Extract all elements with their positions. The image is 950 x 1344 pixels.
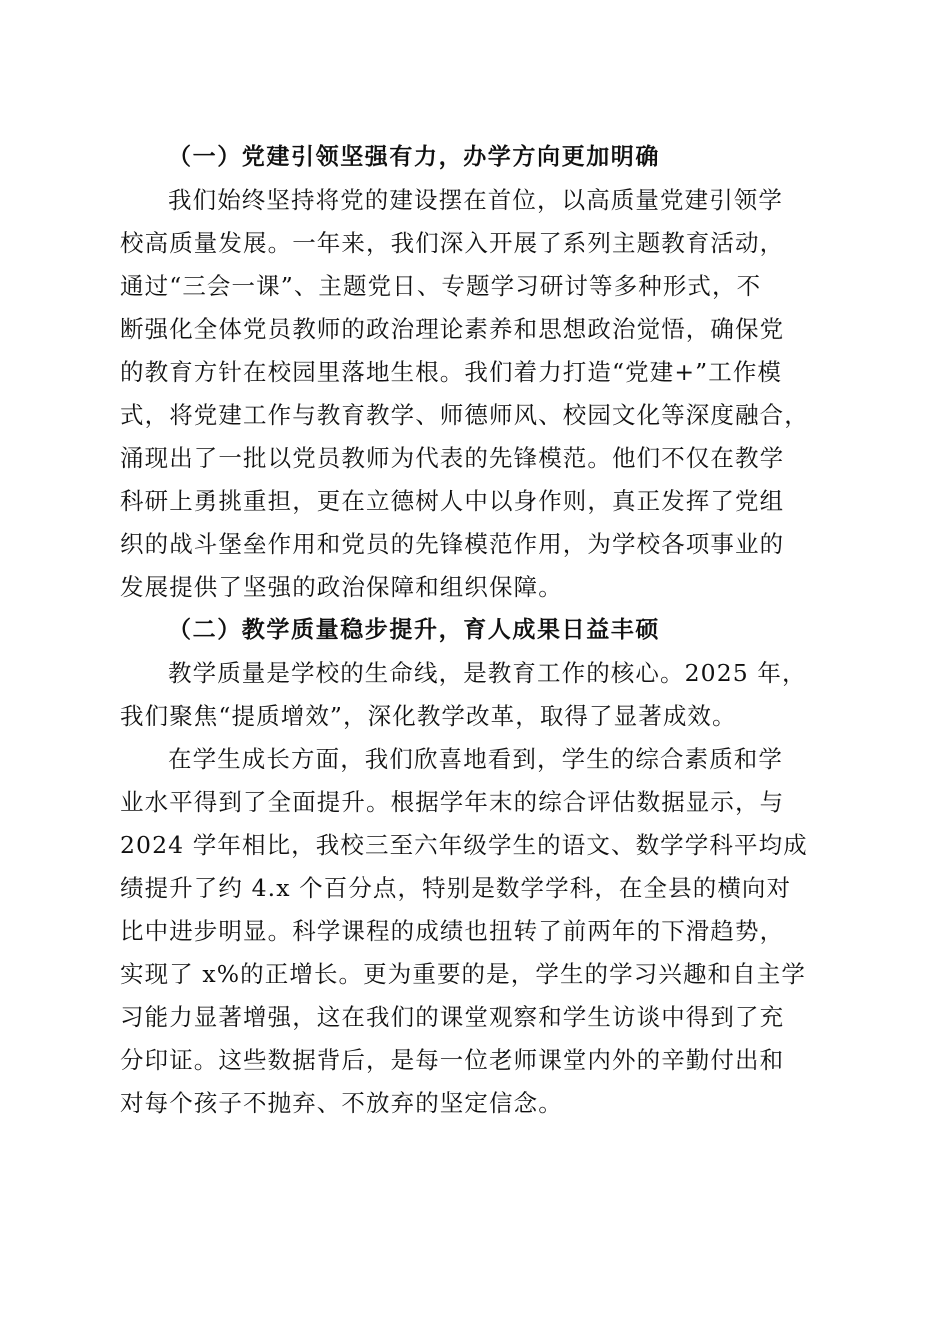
document-page xyxy=(120,136,832,1125)
paragraph-line: 我们始终坚持将党的建设摆在首位，以高质量党建引领学 xyxy=(168,186,783,214)
paragraph-line: 发展提供了坚强的政治保障和组织保障。 xyxy=(120,573,563,601)
paragraph-line: 我们聚焦“提质增效”，深化教学改革，取得了显著成效。 xyxy=(120,702,737,730)
paragraph-line: 2024 学年相比，我校三至六年级学生的语文、数学学科平均成 xyxy=(120,831,808,859)
paragraph-line: 式，将党建工作与教育教学、师德师风、校园文化等深度融合， xyxy=(120,401,809,429)
paragraph-line: 比中进步明显。科学课程的成绩也扭转了前两年的下滑趋势， xyxy=(120,917,785,945)
paragraph-line: 通过“三会一课”、主题党日、专题学习研讨等多种形式，不 xyxy=(120,272,762,300)
paragraph-line: 涌现出了一批以党员教师为代表的先锋模范。他们不仅在教学 xyxy=(120,444,785,472)
section-2-paragraph-2 xyxy=(120,738,832,1125)
paragraph-line: 绩提升了约 4.x 个百分点，特别是数学学科，在全县的横向对 xyxy=(120,874,792,902)
paragraph-line: 的教育方针在校园里落地生根。我们着力打造“党建+”工作模 xyxy=(120,358,783,386)
paragraph-line: 实现了 x%的正增长。更为重要的是，学生的学习兴趣和自主学 xyxy=(120,960,806,988)
section-2-heading: （二）教学质量稳步提升，育人成果日益丰硕 xyxy=(168,617,660,643)
paragraph-line: 科研上勇挑重担，更在立德树人中以身作则，真正发挥了党组 xyxy=(120,487,785,515)
section-1-heading: （一）党建引领坚强有力，办学方向更加明确 xyxy=(168,144,660,170)
paragraph-line: 校高质量发展。一年来，我们深入开展了系列主题教育活动， xyxy=(120,229,785,257)
paragraph-line: 织的战斗堡垒作用和党员的先锋模范作用，为学校各项事业的 xyxy=(120,530,785,558)
section-2-paragraph-1 xyxy=(120,652,832,738)
paragraph-line: 业水平得到了全面提升。根据学年末的综合评估数据显示，与 xyxy=(120,788,785,816)
section-1-paragraph xyxy=(120,179,832,609)
paragraph-line: 习能力显著增强，这在我们的课堂观察和学生访谈中得到了充 xyxy=(120,1003,785,1031)
paragraph-line: 断强化全体党员教师的政治理论素养和思想政治觉悟，确保党 xyxy=(120,315,785,343)
paragraph-line: 教学质量是学校的生命线，是教育工作的核心。2025 年， xyxy=(168,659,807,687)
paragraph-line: 对每个孩子不抛弃、不放弃的坚定信念。 xyxy=(120,1089,563,1117)
paragraph-line: 在学生成长方面，我们欣喜地看到，学生的综合素质和学 xyxy=(168,745,783,773)
paragraph-line: 分印证。这些数据背后，是每一位老师课堂内外的辛勤付出和 xyxy=(120,1046,785,1074)
